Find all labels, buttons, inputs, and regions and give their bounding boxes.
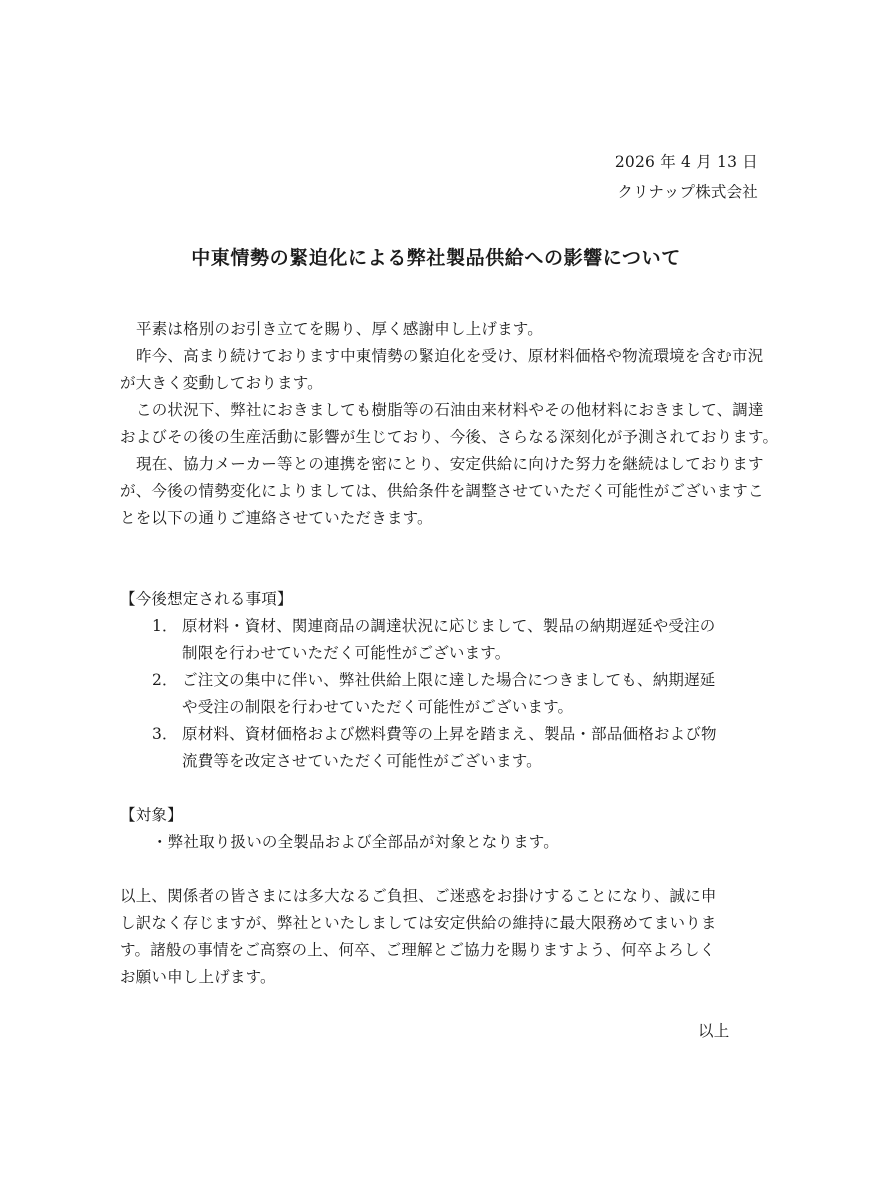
list-item-text: 流費等を改定させていただく可能性がございます。 bbox=[182, 752, 542, 770]
list-item-number: 2． bbox=[152, 671, 178, 689]
list-item-number: 3． bbox=[152, 725, 178, 743]
closing-line: 以上、関係者の皆さまには多大なるご負担、ご迷惑をお掛けすることになり、誠に申 bbox=[120, 887, 717, 905]
target-item: ・弊社取り扱いの全製品および全部品が対象となります。 bbox=[152, 833, 559, 851]
document-date: 2026 年 4 月 13 日 bbox=[614, 153, 758, 171]
section-heading-expected: 【今後想定される事項】 bbox=[120, 590, 293, 608]
list-item-text: や受注の制限を行わせていただく可能性がございます。 bbox=[182, 698, 574, 716]
body-line: が大きく変動しております。 bbox=[120, 374, 323, 392]
document-title: 中東情勢の緊迫化による弊社製品供給への影響について bbox=[191, 247, 681, 269]
section-heading-target: 【対象】 bbox=[120, 806, 183, 824]
body-line: 平素は格別のお引き立てを賜り、厚く感謝申し上げます。 bbox=[136, 320, 543, 338]
closing-line: お願い申し上げます。 bbox=[120, 968, 276, 986]
list-item-text: 原材料、資材価格および燃料費等の上昇を踏まえ、製品・部品価格および物 bbox=[182, 725, 717, 743]
company-name: クリナップ株式会社 bbox=[617, 183, 758, 201]
list-item-text: 制限を行わせていただく可能性がございます。 bbox=[182, 644, 511, 662]
body-line: 昨今、高まり続けております中東情勢の緊迫化を受け、原材料価格や物流環境を含む市況 bbox=[136, 347, 764, 365]
end-mark: 以上 bbox=[698, 1022, 730, 1040]
list-item-text: ご注文の集中に伴い、弊社供給上限に達した場合につきましても、納期遅延 bbox=[182, 671, 716, 689]
closing-line: し訳なく存じますが、弊社といたしましては安定供給の維持に最大限務めてまいりま bbox=[120, 914, 717, 932]
list-item-text: 原材料・資材、関連商品の調達状況に応じまして、製品の納期遅延や受注の bbox=[182, 617, 716, 635]
body-line: およびその後の生産活動に影響が生じており、今後、さらなる深刻化が予測されております。 bbox=[120, 428, 779, 446]
body-line: とを以下の通りご連絡させていただきます。 bbox=[120, 509, 433, 527]
body-line: この状況下、弊社におきましても樹脂等の石油由来材料やその他材料におきまして、調達 bbox=[136, 401, 764, 419]
body-line: 現在、協力メーカー等との連携を密にとり、安定供給に向けた努力を継続はしております bbox=[136, 455, 764, 473]
body-line: が、今後の情勢変化によりましては、供給条件を調整させていただく可能性がございますこ bbox=[120, 482, 764, 500]
list-item-number: 1． bbox=[152, 617, 178, 635]
closing-line: す。諸般の事情をご高察の上、何卒、ご理解とご協力を賜りますよう、何卒よろしく bbox=[120, 941, 716, 959]
